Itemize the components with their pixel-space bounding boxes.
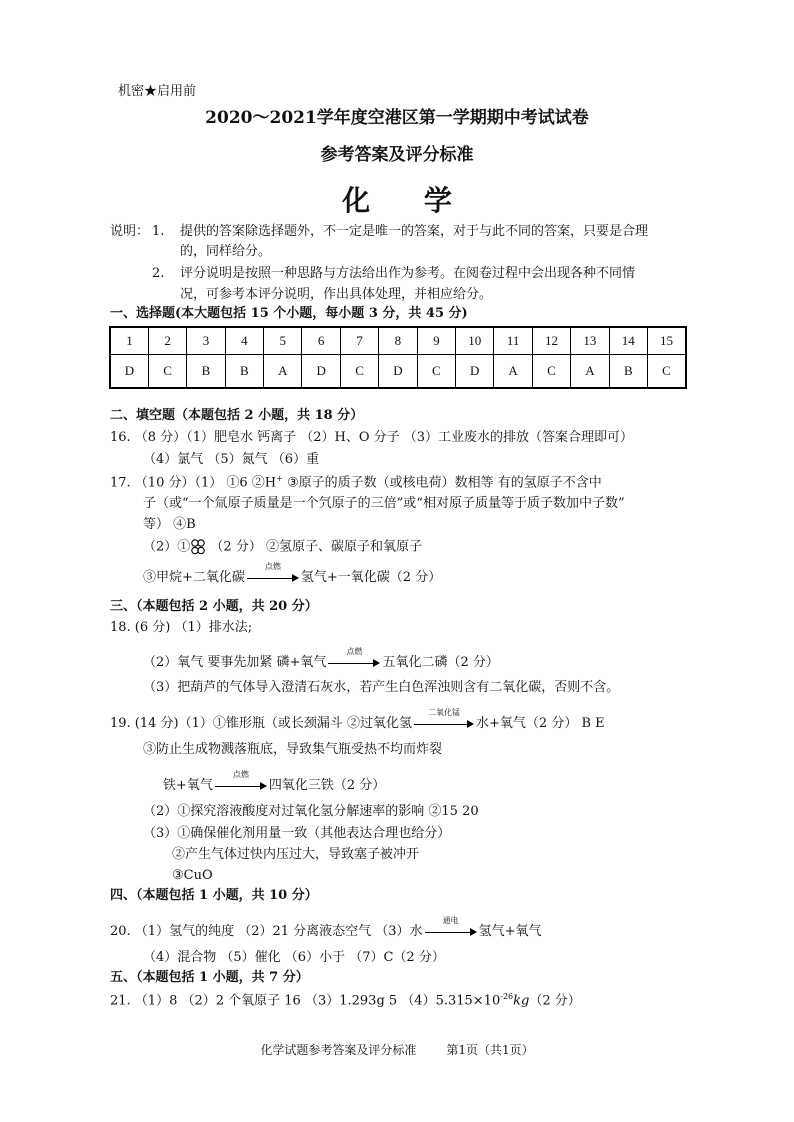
unit: kg <box>513 993 530 1009</box>
table-cell: 7 <box>340 327 378 355</box>
page-number: 第1页（共1页） <box>446 1043 534 1057</box>
reaction-arrow-icon <box>215 769 267 792</box>
molecule-diagram-icon <box>190 538 206 556</box>
q17-line-1 <box>110 474 602 491</box>
table-cell: 10 <box>456 327 494 355</box>
table-cell: A <box>264 355 302 389</box>
table-cell: 6 <box>302 327 340 355</box>
q17-line-4 <box>143 538 422 556</box>
q20-line-1-part-b: 氢气+氧气 <box>478 924 542 939</box>
q21-part-b: （2 分） <box>529 993 581 1009</box>
q19-line-1 <box>110 707 605 732</box>
note-1-number: 1. <box>152 224 165 239</box>
table-cell: A <box>494 355 532 389</box>
table-cell: C <box>417 355 455 389</box>
table-cell: 14 <box>609 327 647 355</box>
q18-line-2 <box>143 646 499 671</box>
table-cell: C <box>148 355 186 389</box>
superscript: + <box>276 474 283 483</box>
table-cell: D <box>379 355 417 389</box>
table-cell: 13 <box>571 327 609 355</box>
answer-key-title: 参考答案及评分标准 <box>320 145 474 165</box>
footer-title: 化学试题参考答案及评分标准 <box>260 1043 417 1057</box>
note-1-line-1: 提供的答案除选择题外，不一定是唯一的答案，对于与此不同的答案，只要是合理 <box>180 224 649 239</box>
equation-products: 五氧化二磷（2 分） <box>382 655 499 670</box>
q19-line-7: ③CuO <box>172 868 213 883</box>
q17-line-5 <box>143 561 442 586</box>
table-cell: D <box>110 355 148 389</box>
answer-table-number-row <box>110 327 686 355</box>
reaction-condition: 二氧化锰 <box>428 707 461 717</box>
table-cell: D <box>456 355 494 389</box>
q19-line-1-part-b: 水+氧气（2 分） B E <box>476 716 605 731</box>
equation-reactants: 铁+氧气 <box>163 778 213 793</box>
table-cell: 5 <box>264 327 302 355</box>
q17-line-4-part-a: （2）① <box>143 539 191 555</box>
table-cell: B <box>609 355 647 389</box>
subject-title: 化 学 <box>342 184 474 217</box>
reaction-arrow-icon <box>425 915 477 938</box>
q16-line-2: （4）氯气 （5）氮气 （6）重 <box>143 452 320 467</box>
table-cell: 11 <box>494 327 532 355</box>
note-2-number: 2. <box>152 266 165 281</box>
table-cell: D <box>302 355 340 389</box>
q17-line-2: 子（或“一个氚原子质量是一个氕原子的三倍”或“相对原子质量等于质子数加中子数” <box>143 496 625 511</box>
section-5-heading: 五、（本题包括 1 小题，共 7 分） <box>110 970 309 985</box>
notes-label: 说明： <box>110 224 150 239</box>
table-cell: C <box>340 355 378 389</box>
q17-line-4-part-b: （2 分） ②氢原子、碳原子和氧原子 <box>210 539 422 555</box>
table-cell: 12 <box>532 327 570 355</box>
note-2-line-1: 评分说明是按照一种思路与方法给出作为参考。在阅卷过程中会出现各种不同情 <box>180 266 636 281</box>
table-cell: 4 <box>225 327 263 355</box>
section-1-heading: 一、选择题(本大题包括 15 个小题，每小题 3 分，共 45 分) <box>110 306 468 321</box>
section-3-heading: 三、（本题包括 2 小题，共 20 分） <box>110 599 318 614</box>
q20-line-2: （4）混合物 （5）催化 （6）小于 （7）C（2 分） <box>143 950 445 965</box>
q21-line <box>110 992 581 1009</box>
q19-line-1-part-a: 19. (14 分)（1）①锥形瓶（或长颈漏斗 ②过氧化氢 <box>110 716 413 731</box>
q17-line-1-part-b: ③原子的质子数（或核电荷）数相等 有的氢原子不含中 <box>282 475 602 491</box>
table-cell: B <box>187 355 225 389</box>
reaction-condition: 点燃 <box>346 646 363 656</box>
reaction-arrow-icon <box>247 561 299 584</box>
section-4-heading: 四、（本题包括 1 小题，共 10 分） <box>110 888 318 903</box>
q16-line-1: 16. （8 分）（1）肥皂水 钙离子 （2）H、O 分子 （3）工业废水的排放（答案合理即可） <box>110 430 634 445</box>
table-cell: 9 <box>417 327 455 355</box>
q20-line-1-part-a: 20. （1）氢气的纯度 （2）21 分离液态空气 （3）水 <box>110 924 423 939</box>
exam-title: 2020～2021学年度空港区第一学期期中考试试卷 <box>205 108 589 128</box>
q19-line-3 <box>163 769 386 794</box>
note-1-line-2: 的，同样给分。 <box>180 244 272 259</box>
reaction-arrow-icon <box>328 646 380 669</box>
equation-products: 氢气+一氧化碳（2 分） <box>300 570 442 585</box>
q19-line-2: ③防止生成物溅落瓶底，导致集气瓶受热不均而炸裂 <box>143 742 443 757</box>
q18-line-3: （3）把葫芦的气体导入澄清石灰水，若产生白色浑浊则含有二氧化碳，否则不含。 <box>143 680 620 695</box>
q20-line-1 <box>110 915 542 940</box>
table-cell: 3 <box>187 327 225 355</box>
reaction-condition: 点燃 <box>264 561 281 571</box>
q17-line-1-part-a: 17. （10 分）（1） ①6 ②H <box>110 475 277 491</box>
answer-table-answer-row <box>110 355 686 389</box>
table-cell: 1 <box>110 327 148 355</box>
table-cell: 8 <box>379 327 417 355</box>
table-cell: 2 <box>148 327 186 355</box>
equation-reactants: ③甲烷+二氧化碳 <box>143 570 245 585</box>
note-2-line-2: 况，可参考本评分说明，作出具体处理，并相应给分。 <box>180 287 493 302</box>
q19-line-6: ②产生气体过快内压过大，导致塞子被冲开 <box>172 847 420 862</box>
page-footer <box>0 1043 794 1057</box>
q19-line-4: （2）①探究溶液酸度对过氧化氢分解速率的影响 ②15 20 <box>143 804 479 819</box>
q18-line-1: 18. (6 分) （1）排水法; <box>110 620 253 635</box>
q19-line-5: （3）①确保催化剂用量一致（其他表达合理也给分） <box>143 826 451 841</box>
reaction-condition: 通电 <box>442 915 459 925</box>
table-cell: C <box>532 355 570 389</box>
reaction-arrow-icon <box>414 707 474 730</box>
table-cell: 15 <box>647 327 686 355</box>
section-2-heading: 二、填空题（本题包括 2 小题，共 18 分） <box>110 408 364 423</box>
table-cell: C <box>647 355 686 389</box>
answer-table <box>109 326 687 389</box>
equation-products: 四氧化三铁（2 分） <box>268 778 386 793</box>
table-cell: B <box>225 355 263 389</box>
reaction-condition: 点燃 <box>232 769 249 779</box>
q17-line-3: 等） ④B <box>143 517 196 532</box>
superscript: -26 <box>500 992 514 1001</box>
confidential-label: 机密★启用前 <box>118 84 197 99</box>
equation-reactants: （2）氧气 要事先加紧 磷+氧气 <box>143 655 327 670</box>
q21-part-a: 21. （1）8 （2）2 个氧原子 16 （3）1.293g 5 （4）5.315×10 <box>110 993 501 1009</box>
table-cell: A <box>571 355 609 389</box>
